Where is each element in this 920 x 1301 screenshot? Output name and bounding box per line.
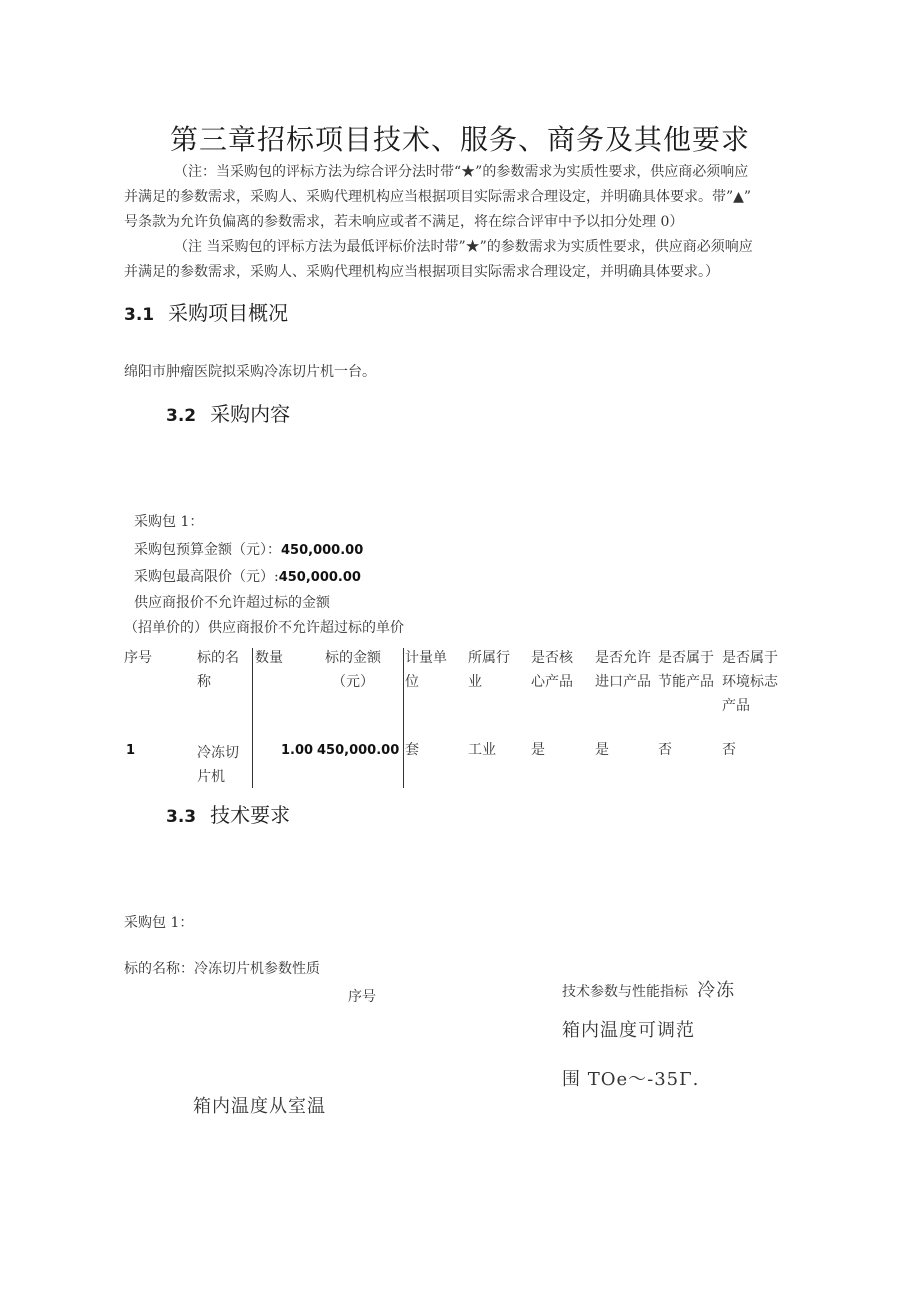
budget-label: 采购包预算金额（元）：	[134, 542, 281, 558]
package-label: 采购包 1：	[134, 514, 204, 530]
table-cell-core: 是	[531, 742, 545, 758]
table-cell-import: 是	[595, 742, 609, 758]
table-header-unit: 计量单位	[405, 650, 447, 690]
tech-col-param-label: 技术参数与性能指标	[562, 984, 688, 1000]
table-cell-unit: 套	[405, 742, 419, 758]
section-number: 3.3	[166, 807, 197, 827]
note-star-scoring	[124, 160, 753, 285]
table-header-import: 是否允许进口产品	[595, 650, 651, 690]
budget-value: 450,000.00	[281, 543, 364, 558]
note-line: 并满足的参数需求，采购人、采购代理机构应当根据项目实际需求合理设定，并明确具体要求。带”▲”	[124, 189, 752, 205]
overview-text: 绵阳市肿瘤医院拟采购冷冻切片机一台。	[124, 364, 376, 380]
note-line: （注 当采购包的评标方法为最低评标价法时带”★”的参数需求为实质性要求，供应商必须响应	[174, 239, 753, 255]
table-cell-energy: 否	[658, 742, 672, 758]
table-cell-env: 否	[722, 742, 736, 758]
max-price-label: 采购包最高限价（元）:	[134, 569, 279, 585]
section-label: 技术要求	[210, 803, 291, 827]
section-label: 采购项目概况	[168, 301, 289, 325]
tech-param-line: 箱内温度可调范	[562, 1020, 695, 1041]
package-budget	[134, 539, 363, 559]
package-rule-unit: （招单价的）供应商报价不允许超过标的单价	[124, 620, 404, 636]
package-max-price	[134, 566, 361, 586]
tech-package-label: 采购包 1：	[124, 915, 194, 931]
note-line: （注：当采购包的评标方法为综合评分法时带“★”的参数需求为实质性要求，供应商必须响应	[174, 164, 749, 180]
section-heading-3-3	[166, 799, 290, 828]
table-header-amount: 标的金额（元）	[325, 650, 381, 690]
note-line: 并满足的参数需求，采购人、采购代理机构应当根据项目实际需求合理设定，并明确具体要求。）	[124, 264, 719, 280]
package-rule-total: 供应商报价不允许超过标的金额	[134, 595, 330, 611]
tech-col-param	[562, 976, 735, 1002]
table-divider	[403, 648, 404, 788]
tech-param-text: 冷冻	[697, 980, 736, 1001]
table-header-name: 标的名称	[197, 650, 239, 690]
table-divider	[252, 648, 253, 788]
section-heading-3-2	[166, 398, 290, 427]
tech-col-seq: 序号	[348, 989, 376, 1005]
table-header-seq: 序号	[124, 650, 152, 666]
table-header-industry: 所属行业	[468, 650, 510, 690]
page-title: 第三章招标项目技术、服务、商务及其他要求	[169, 123, 750, 156]
table-header-core: 是否核心产品	[531, 650, 573, 690]
section-heading-3-1	[124, 297, 288, 326]
tech-param-line: 箱内温度从室温	[193, 1096, 326, 1117]
max-price-value: 450,000.00	[278, 570, 361, 585]
note-line: 号条款为允许负偏离的参数需求，若未响应或者不满足，将在综合评审中予以扣分处理 0）	[124, 214, 684, 230]
table-cell-qty: 1.00	[281, 743, 314, 758]
tech-item-label: 标的名称：冷冻切片机参数性质	[124, 961, 320, 977]
section-number: 3.1	[124, 305, 155, 325]
tech-param-line: 围 TOe〜-35Γ.	[562, 1069, 700, 1090]
section-label: 采购内容	[210, 402, 291, 426]
table-header-qty: 数量	[255, 650, 283, 666]
table-header-env: 是否属于环境标志产品	[722, 650, 778, 714]
table-cell-amount: 450,000.00	[317, 743, 400, 758]
table-cell-seq: 1	[126, 743, 136, 758]
table-header-energy: 是否属于节能产品	[658, 650, 714, 690]
table-cell-industry: 工业	[468, 742, 496, 758]
table-cell-name: 冷冻切片机	[197, 745, 239, 785]
section-number: 3.2	[166, 406, 197, 426]
